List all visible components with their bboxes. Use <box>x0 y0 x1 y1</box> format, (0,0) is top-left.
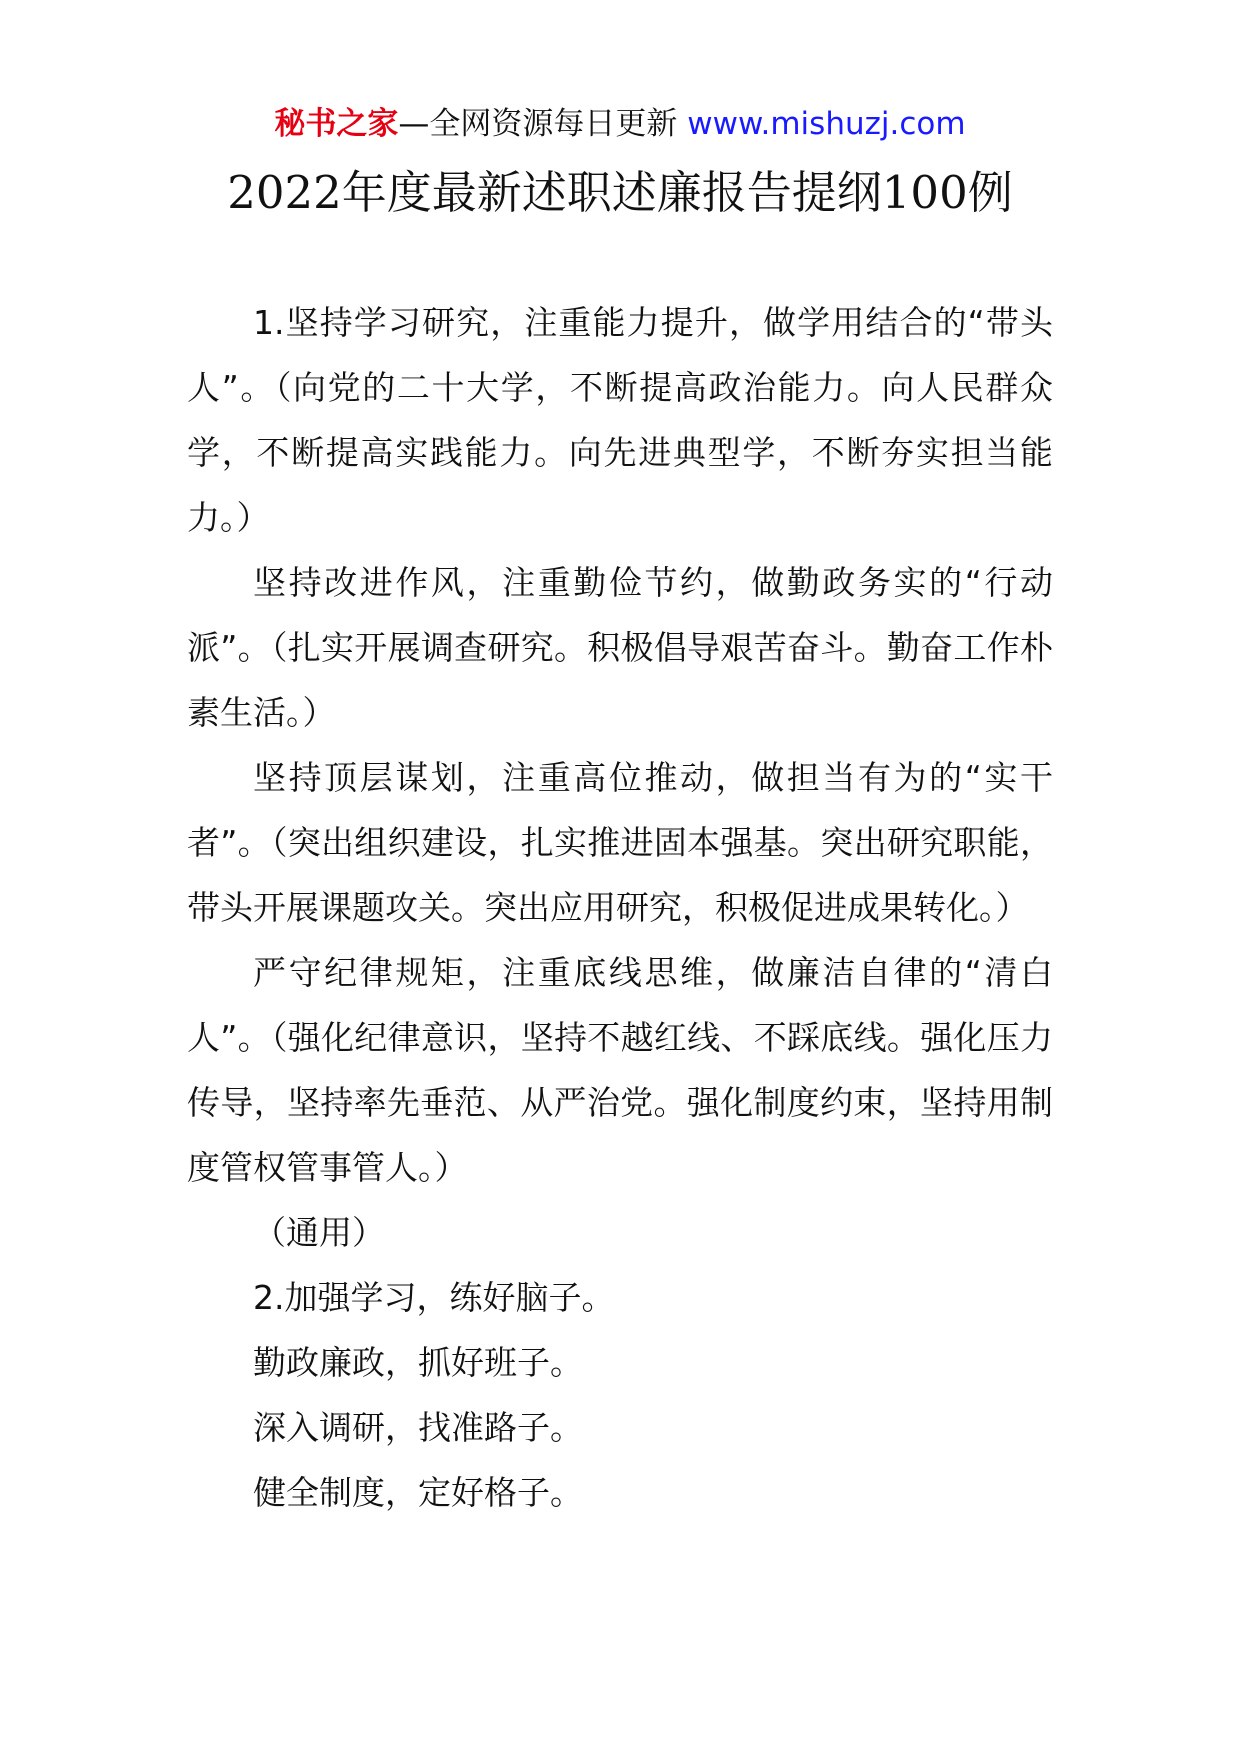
paragraph-4: 严守纪律规矩，注重底线思维，做廉洁自律的“清白人”。（强化纪律意识，坚持不越红线、不踩底线。强化压力传导，坚持率先垂范、从严治党。强化制度约束，坚持用制度管权管事管人。） <box>187 953 1053 1187</box>
paragraph-1: 1.坚持学习研究，注重能力提升，做学用结合的“带头人”。（向党的二十大学，不断提高政治能力。向人民群众学，不断提高实践能力。向先进典型学，不断夯实担当能力。） <box>187 303 1053 537</box>
paragraph-8: 深入调研，找准路子。 <box>253 1408 583 1447</box>
brand-name: 秘书之家 <box>274 106 399 142</box>
document-body <box>187 290 1053 1525</box>
document-title: 2022年度最新述职述廉报告提纲100例 <box>227 166 1013 219</box>
paragraph-3: 坚持顶层谋划，注重高位推动，做担当有为的“实干者”。（突出组织建设，扎实推进固本强基。突出研究职能，带头开展课题攻关。突出应用研究，积极促进成果转化。） <box>187 758 1053 927</box>
paragraph-6: 2.加强学习，练好脑子。 <box>253 1278 615 1317</box>
header-slogan: —全网资源每日更新 <box>398 106 688 142</box>
paragraph-5: （通用） <box>253 1213 385 1252</box>
site-link[interactable]: www.mishuzj.com <box>687 106 966 142</box>
site-header <box>0 102 1240 146</box>
paragraph-9: 健全制度，定好格子。 <box>253 1473 583 1512</box>
paragraph-2: 坚持改进作风，注重勤俭节约，做勤政务实的“行动派”。（扎实开展调查研究。积极倡导艰苦奋斗。勤奋工作朴素生活。） <box>187 563 1053 732</box>
paragraph-7: 勤政廉政，抓好班子。 <box>253 1343 583 1382</box>
